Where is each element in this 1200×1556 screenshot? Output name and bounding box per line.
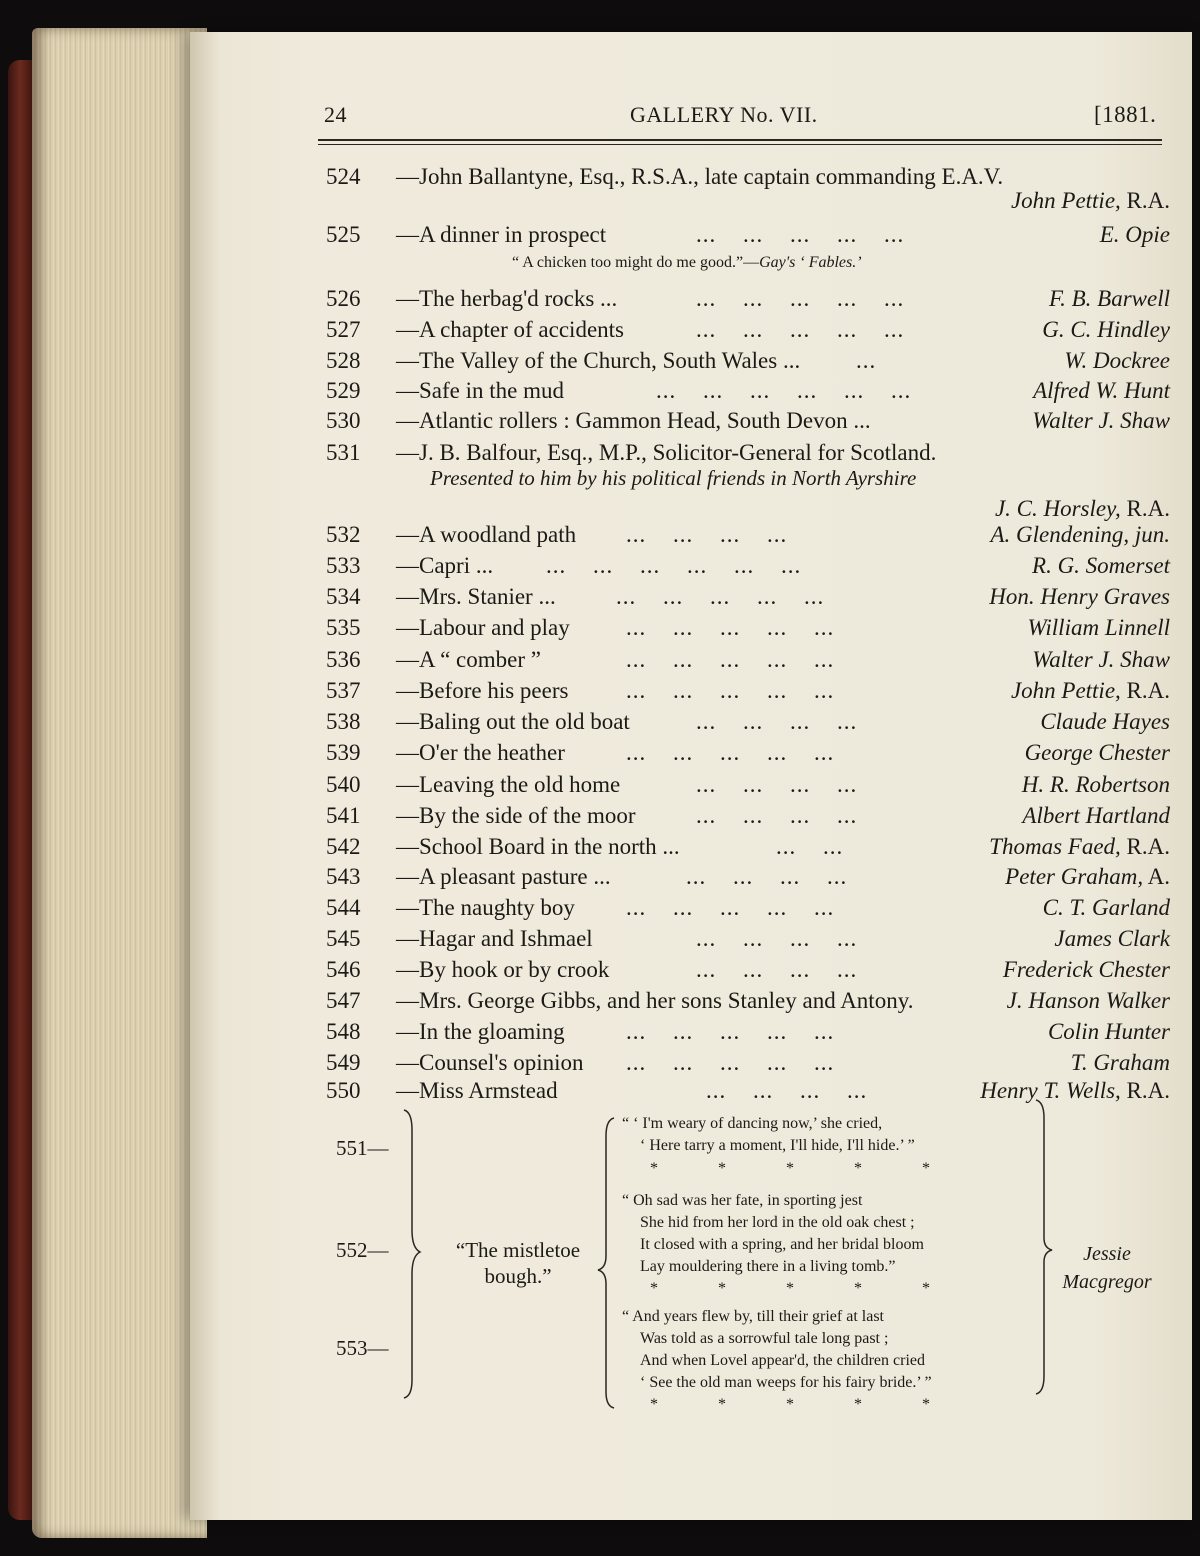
- entry-leader-dots: ... ... ... ... ...: [626, 647, 835, 672]
- entry-leader-dots: ... ... ... ... ... ...: [656, 378, 912, 403]
- entry-artist: Frederick Chester: [1002, 957, 1170, 982]
- entry-artist: Walter J. Shaw: [1032, 408, 1170, 433]
- entry-leader-dots: ... ... ... ...: [696, 957, 858, 982]
- entry-leader-dots: ... ... ... ... ...: [626, 740, 835, 765]
- entry-artist: C. T. Garland: [1042, 895, 1170, 920]
- entry-title: —J. B. Balfour, Esq., M.P., Solicitor-General for Scotland.: [396, 440, 937, 465]
- entry-number: 539: [326, 740, 361, 765]
- entry-title: —A dinner in prospect: [396, 222, 607, 247]
- entry-artist: Hon. Henry Graves: [989, 584, 1170, 609]
- entry-number: 546: [326, 957, 361, 982]
- entry-title: —Labour and play: [396, 615, 570, 640]
- entry-number: 530: [326, 408, 361, 433]
- entry-number: 526: [326, 286, 361, 311]
- entry-leader-dots: ... ... ... ...: [706, 1078, 868, 1103]
- poem-stanza-2: “ Oh sad was her fate, in sporting jest She hid from her lord in the old oak chest ; It closed with a spring, and her bridal bloom Lay mouldering there in a living tomb.”: [622, 1192, 924, 1275]
- entry-number: 536: [326, 647, 361, 672]
- entry-artist: H. R. Robertson: [1021, 772, 1170, 797]
- entry-531-presentation-note: Presented to him by his political friends in North Ayrshire: [430, 466, 917, 490]
- entry-number: 535: [326, 615, 361, 640]
- entry-number: 542: [326, 834, 361, 859]
- entry-leader-dots: ... ... ... ...: [696, 926, 858, 951]
- entry-title: —A “ comber ”: [396, 647, 541, 672]
- entry-number: 538: [326, 709, 361, 734]
- entry-531-artist: J. C. Horsley, R.A.: [994, 496, 1170, 521]
- entry-title: —Mrs. Stanier ...: [396, 584, 556, 609]
- gallery-title: GALLERY No. VII.: [630, 102, 818, 127]
- entry-title: —Counsel's opinion: [396, 1050, 584, 1075]
- poem-stars-2: * * * * *: [650, 1280, 930, 1297]
- entry-leader-dots: ... ... ... ...: [696, 772, 858, 797]
- poem-right-brace: [1036, 1100, 1052, 1394]
- left-numbers-brace: [404, 1110, 420, 1398]
- entry-number: 531: [326, 440, 361, 465]
- entry-leader-dots: ... ... ... ... ...: [626, 1019, 835, 1044]
- entry-number: 543: [326, 864, 361, 889]
- entry-551-553-artist: Jessie Macgregor: [1062, 1243, 1152, 1293]
- entry-number: 550: [326, 1078, 361, 1103]
- entry-artist: John Pettie, R.A.: [1010, 678, 1170, 703]
- entry-leader-dots: ... ... ... ...: [686, 864, 848, 889]
- entry-artist: Claude Hayes: [1040, 709, 1170, 734]
- entry-525-quote: “ A chicken too might do me good.”—Gay's ‘ Fables.’: [512, 254, 862, 271]
- entry-number: 527: [326, 317, 361, 342]
- entry-leader-dots: ... ... ... ... ...: [626, 678, 835, 703]
- entry-title: —O'er the heather: [396, 740, 565, 765]
- entry-leader-dots: ...: [856, 348, 877, 373]
- entry-artist: T. Graham: [1070, 1050, 1170, 1075]
- entry-number: 534: [326, 584, 361, 609]
- entry-553-number: 553—: [336, 1336, 389, 1360]
- entry-title: —Hagar and Ishmael: [396, 926, 593, 951]
- entry-title: —By the side of the moor: [396, 803, 636, 828]
- entry-title: —A woodland path: [396, 522, 577, 547]
- entry-leader-dots: ... ...: [776, 834, 844, 859]
- entry-number: 533: [326, 553, 361, 578]
- entry-title: —Before his peers: [396, 678, 569, 703]
- entry-title: —Safe in the mud: [396, 378, 564, 403]
- poem-left-brace: [598, 1118, 614, 1408]
- entry-leader-dots: ... ... ... ... ...: [696, 286, 905, 311]
- entry-leader-dots: ... ... ... ... ...: [696, 317, 905, 342]
- page-year: [1881.: [1094, 102, 1157, 127]
- entry-number: 545: [326, 926, 361, 951]
- entry-artist: James Clark: [1054, 926, 1170, 951]
- entry-title: —The herbag'd rocks ...: [396, 286, 618, 311]
- entry-title: —The Valley of the Church, South Wales ...: [396, 348, 801, 373]
- entry-title: —Baling out the old boat: [396, 709, 630, 734]
- entry-number: 529: [326, 378, 361, 403]
- entry-leader-dots: ... ... ... ...: [696, 803, 858, 828]
- entry-title: —Leaving the old home: [396, 772, 621, 797]
- entry-title: —Mrs. George Gibbs, and her sons Stanley and Antony.: [396, 988, 914, 1013]
- poem-stars-1: * * * * *: [650, 1160, 930, 1177]
- mistletoe-bough-title: “The mistletoe bough.”: [455, 1238, 581, 1288]
- entry-artist: Walter J. Shaw: [1032, 647, 1170, 672]
- entry-leader-dots: ... ... ... ... ...: [696, 222, 905, 247]
- entry-artist: Albert Hartland: [1022, 803, 1170, 828]
- entry-artist: E. Opie: [1099, 222, 1170, 247]
- entry-524-artist: John Pettie, R.A.: [1010, 188, 1170, 213]
- entry-number: 547: [326, 988, 361, 1013]
- entry-title: —School Board in the north ...: [396, 834, 680, 859]
- entry-title: —By hook or by crook: [396, 957, 610, 982]
- entry-artist: Colin Hunter: [1047, 1019, 1170, 1044]
- entry-leader-dots: ... ... ... ... ... ...: [546, 553, 802, 578]
- entry-title: —In the gloaming: [396, 1019, 565, 1044]
- page-number: 24: [324, 102, 347, 127]
- entry-title: —A pleasant pasture ...: [396, 864, 611, 889]
- entry-number: 525: [326, 222, 361, 247]
- entry-title: —Miss Armstead: [396, 1078, 558, 1103]
- entry-artist: Peter Graham, A.: [1005, 864, 1170, 889]
- entry-artist: Thomas Faed, R.A.: [989, 834, 1170, 859]
- entry-artist: Henry T. Wells, R.A.: [980, 1078, 1170, 1103]
- entry-leader-dots: ... ... ... ... ...: [626, 895, 835, 920]
- entry-leader-dots: ... ... ... ... ...: [616, 584, 825, 609]
- entry-number: 524: [326, 164, 361, 189]
- entry-artist: W. Dockree: [1064, 348, 1170, 373]
- entry-title: —Atlantic rollers : Gammon Head, South Devon ...: [396, 408, 871, 433]
- entry-leader-dots: ... ... ... ...: [696, 709, 858, 734]
- entry-number: 549: [326, 1050, 361, 1075]
- entry-552-number: 552—: [336, 1238, 389, 1262]
- poem-stars-3: * * * * *: [650, 1396, 930, 1413]
- entry-artist: William Linnell: [1027, 615, 1170, 640]
- poem-stanza-3: “ And years flew by, till their grief at last Was told as a sorrowful tale long past ; And when Lovel appear'd, the children cried ‘ See the old man weeps for his fairy bride.’ ”: [622, 1308, 932, 1391]
- entry-leader-dots: ... ... ... ... ...: [626, 1050, 835, 1075]
- entry-number: 537: [326, 678, 361, 703]
- entry-artist: J. Hanson Walker: [1006, 988, 1170, 1013]
- entry-number: 544: [326, 895, 361, 920]
- entry-number: 532: [326, 522, 361, 547]
- entry-number: 548: [326, 1019, 361, 1044]
- entry-artist: George Chester: [1024, 740, 1170, 765]
- entry-number: 541: [326, 803, 361, 828]
- entry-artist: R. G. Somerset: [1032, 553, 1170, 578]
- entry-551-number: 551—: [336, 1136, 389, 1160]
- entry-leader-dots: ... ... ... ... ...: [626, 615, 835, 640]
- entry-leader-dots: ... ... ... ...: [626, 522, 788, 547]
- entry-artist: A. Glendening, jun.: [990, 522, 1170, 547]
- entry-title: —A chapter of accidents: [396, 317, 624, 342]
- entry-title: —Capri ...: [396, 553, 494, 578]
- entry-artist: G. C. Hindley: [1042, 317, 1170, 342]
- poem-stanza-1: “ ‘ I'm weary of dancing now,’ she cried, ‘ Here tarry a moment, I'll hide, I'll hide.’ ”: [622, 1115, 915, 1154]
- entry-artist: Alfred W. Hunt: [1033, 378, 1170, 403]
- entry-artist: F. B. Barwell: [1049, 286, 1170, 311]
- entry-number: 528: [326, 348, 361, 373]
- entry-number: 540: [326, 772, 361, 797]
- entry-title: —The naughty boy: [396, 895, 575, 920]
- entry-title: —John Ballantyne, Esq., R.S.A., late captain commanding E.A.V.: [396, 164, 1004, 189]
